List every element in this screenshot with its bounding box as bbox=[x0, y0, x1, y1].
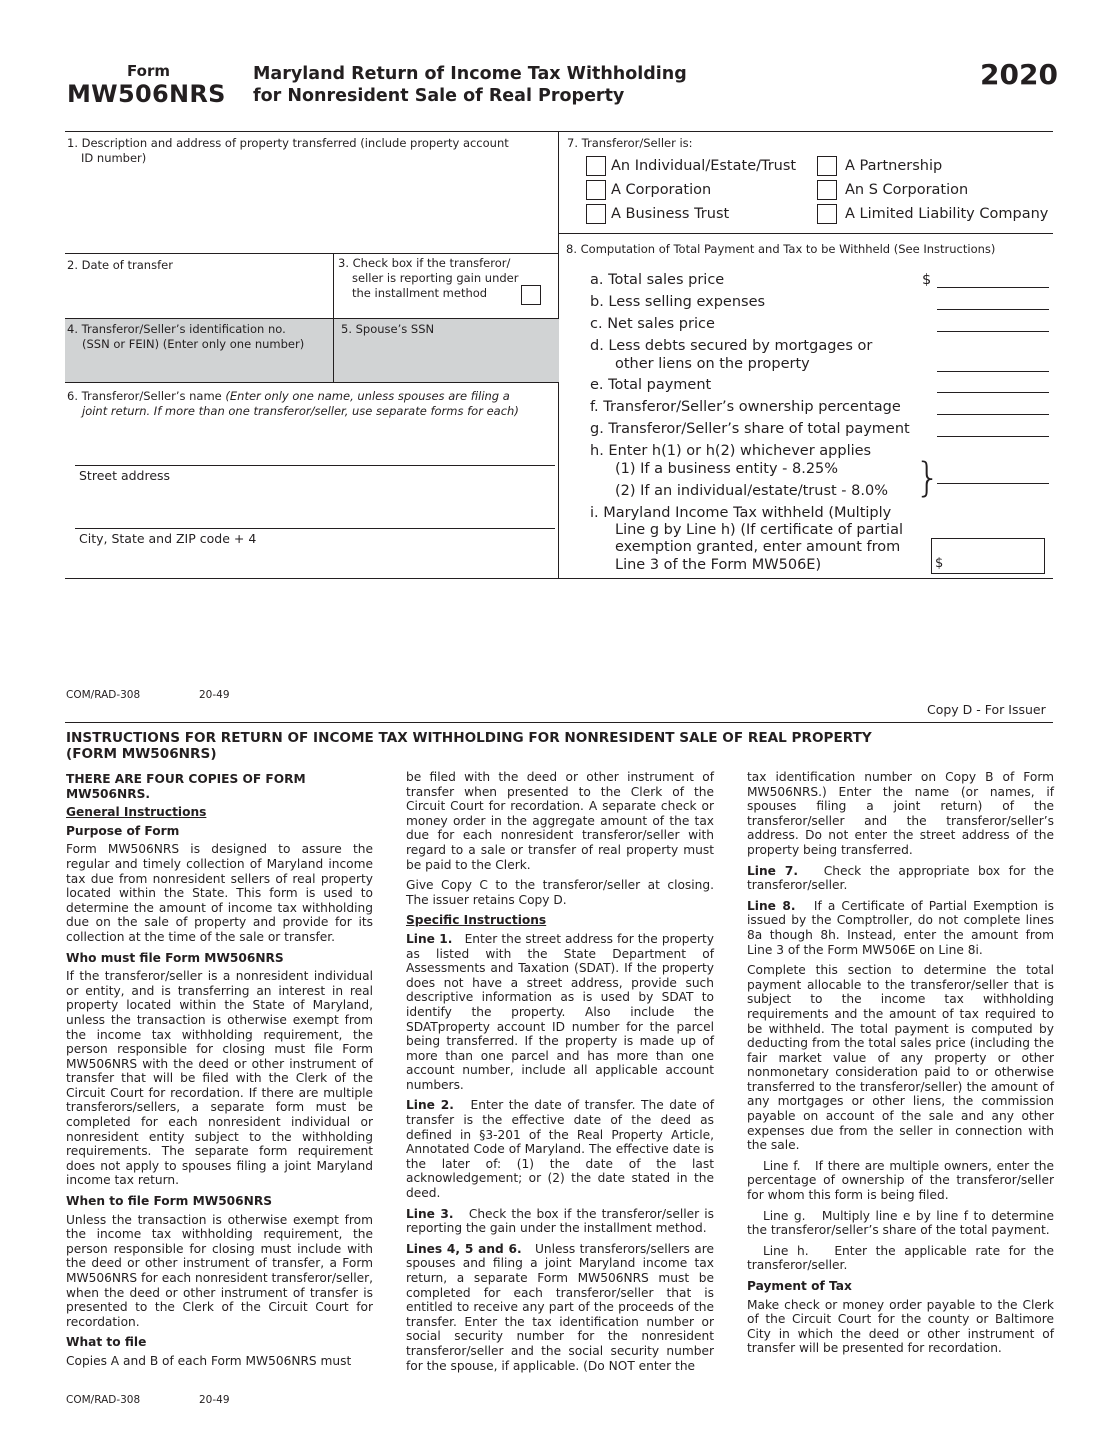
line-d-label: d. Less debts secured by mortgages or bbox=[590, 338, 873, 354]
line-i-label-b: Line g by Line h) (If certificate of partial bbox=[615, 522, 904, 538]
form-word: Form bbox=[127, 62, 170, 80]
line-2-heading: Line 2. bbox=[406, 1098, 454, 1113]
line-f-label: f. Transferor/Seller’s ownership percentage bbox=[590, 399, 901, 415]
specific-instructions-heading: Specific Instructions bbox=[406, 913, 547, 928]
copy-label: Copy D - For Issuer bbox=[927, 702, 1046, 717]
right-section-divider bbox=[558, 233, 1053, 234]
llc-label: A Limited Liability Company bbox=[845, 206, 1049, 222]
purpose-heading: Purpose of Form bbox=[66, 823, 180, 838]
line-8-text: If a Certificate of Partial Exemption is issued by the Comptroller, do not complete lines 8a though 8h. Instead, enter the amount from Line 3 of the Form MW506E on Line 8i. bbox=[747, 898, 1054, 957]
individual-estate-trust-checkbox[interactable] bbox=[586, 156, 606, 176]
form-title-line1: Maryland Return of Income Tax Withholding bbox=[253, 64, 687, 84]
business-trust-label: A Business Trust bbox=[611, 206, 730, 222]
partnership-label: A Partnership bbox=[845, 158, 943, 174]
line-i-label-d: Line 3 of the Form MW506E) bbox=[615, 557, 822, 573]
form-number-bottom: 20-49 bbox=[199, 1394, 230, 1406]
field-6-label-italic: (Enter only one name, unless spouses are filing a bbox=[225, 389, 510, 403]
instructions-title: INSTRUCTIONS FOR RETURN OF INCOME TAX WITHHOLDING FOR NONRESIDENT SALE OF REAL PROPERTY bbox=[66, 730, 872, 746]
installment-method-checkbox[interactable] bbox=[521, 285, 541, 305]
partnership-checkbox[interactable] bbox=[817, 156, 837, 176]
line-f-instruction bbox=[747, 1159, 1054, 1203]
when-to-file-heading: When to file Form MW506NRS bbox=[66, 1194, 272, 1209]
field-1-label-cont: ID number) bbox=[81, 151, 147, 165]
line-b-label: b. Less selling expenses bbox=[590, 294, 766, 310]
line-1-text: Enter the street address for the property as listed with the State Department of Assessments and Taxation (SDAT). If the property does not have a street address, provide such descriptive information as is used by SDAT to identify the property. Also include the SDATproperty account ID number for the parcel being transferred. If the property is made up of more than one parcel and has more than one account number, include all applicable account numbers. bbox=[406, 931, 714, 1092]
line-g-text: Multiply line e by line f to determine the transferor/seller’s share of the total payment. bbox=[747, 1208, 1054, 1238]
line-f-input[interactable] bbox=[937, 414, 1049, 415]
instructions-top-line bbox=[65, 722, 1053, 723]
line-a-label: a. Total sales price bbox=[590, 272, 725, 288]
seller-id-input[interactable] bbox=[66, 354, 330, 380]
business-trust-checkbox[interactable] bbox=[586, 204, 606, 224]
field-1-label: 1. Description and address of property transferred (include property account bbox=[67, 136, 509, 150]
what-to-file-text: Copies A and B of each Form MW506NRS must bbox=[66, 1353, 352, 1368]
field-6-label bbox=[67, 389, 510, 403]
line-g-input[interactable] bbox=[937, 436, 1049, 437]
line-h1-label: (1) If a business entity - 8.25% bbox=[615, 461, 839, 477]
form-title-line2: for Nonresident Sale of Real Property bbox=[253, 86, 625, 106]
line-h2-label: (2) If an individual/estate/trust - 8.0% bbox=[615, 483, 888, 499]
form-id: MW506NRS bbox=[67, 80, 226, 108]
line-h-brace: } bbox=[915, 455, 941, 501]
line-c-label: c. Net sales price bbox=[590, 316, 715, 332]
line-2-instruction bbox=[406, 1098, 714, 1200]
col2-para-2: Give Copy C to the transferor/seller at closing. The issuer retains Copy D. bbox=[406, 878, 714, 907]
col2-para-1: be filed with the deed or other instrument of transfer when presented to the Clerk of the Circuit Court for recordation. A separate check or money order in the aggregate amount of the tax due for each nonresident transferor/seller with regard to a sale or transfer of real property must be paid to the Clerk. bbox=[406, 770, 714, 872]
line-i-amount-box[interactable] bbox=[931, 538, 1045, 574]
line-7-heading: Line 7. bbox=[747, 863, 798, 878]
line-7-text: Check the appropriate box for the transferor/seller. bbox=[747, 863, 1055, 893]
line-h-text: Enter the applicable rate for the transferor/seller. bbox=[747, 1243, 1055, 1273]
field-3-label-c: the installment method bbox=[352, 286, 488, 300]
property-description-input[interactable] bbox=[66, 168, 556, 250]
line-h-heading: Line h. bbox=[763, 1243, 809, 1258]
line-i-label-c: exemption granted, enter amount from bbox=[615, 539, 901, 555]
line-i-label: i. Maryland Income Tax withheld (Multiply bbox=[590, 505, 892, 521]
lines-456-heading: Lines 4, 5 and 6. bbox=[406, 1241, 522, 1256]
line-g-heading: Line g. bbox=[763, 1208, 806, 1223]
s-corporation-label: An S Corporation bbox=[845, 182, 969, 198]
city-state-zip-input[interactable] bbox=[76, 548, 554, 576]
field-3-label-b: seller is reporting gain under bbox=[352, 271, 519, 285]
form-number-top: 20-49 bbox=[199, 689, 230, 701]
who-must-file-text: If the transferor/seller is a nonresident individual or entity, and is transferring an interest in real property located within the State of Maryland, unless the transaction is otherwise exempt from the income tax withholding requirement, the person responsible for closing must file Form MW506NRS with the deed or other instrument of transfer that will be filed with the Clerk of the Circuit Court for recordation. If there are multiple transferors/sellers, a separate form must be completed for each nonresident individual or nonresident entity subject to the withholding requirements. The separate form requirement does not apply to spouses filing a joint Maryland income tax return. bbox=[66, 969, 373, 1188]
s-corporation-checkbox[interactable] bbox=[817, 180, 837, 200]
payment-of-tax-text: Make check or money order payable to the Clerk of the Circuit Court for the county or Baltimore City in which the deed or other instrument of transfer will be presented for recordation. bbox=[747, 1297, 1054, 1356]
form-code-top: COM/RAD-308 bbox=[66, 689, 141, 701]
col-divider-3 bbox=[333, 253, 334, 383]
line-3-text: Check the box if the transferor/seller is reporting the gain under the installment method. bbox=[406, 1206, 714, 1236]
date-of-transfer-input[interactable] bbox=[66, 275, 330, 315]
who-must-file-heading: Who must file Form MW506NRS bbox=[66, 950, 284, 965]
line-8-heading: Line 8. bbox=[747, 898, 796, 913]
lines-456-instruction bbox=[406, 1242, 714, 1373]
lines-456-text: Unless transferors/sellers are spouses and filing a joint Maryland income tax return, a separate Form MW506NRS must be completed for each transferor/seller that is entitled to receive any part of the proceeds of the transfer. Enter the tax identification number or social security number for the nonresident transferor/seller and the social security number for the spouse, if applicable. (Do NOT enter the bbox=[406, 1241, 715, 1373]
row-line-2 bbox=[65, 253, 559, 254]
city-state-zip-label: City, State and ZIP code + 4 bbox=[79, 531, 257, 546]
four-copies-heading: THERE ARE FOUR COPIES OF FORM MW506NRS. bbox=[66, 772, 306, 801]
line-d-label-cont: other liens on the property bbox=[615, 356, 810, 372]
field-4-label-b: (SSN or FEIN) (Enter only one number) bbox=[82, 337, 305, 351]
col3-para-1: tax identification number on Copy B of Form MW506NRS.) Enter the name (or names, if spouses filing a joint return) of the transferor/seller and the transferor/seller’s address. Do not enter the street address of the property being transferred. bbox=[747, 770, 1054, 857]
seller-name-input[interactable] bbox=[76, 422, 554, 462]
line-1-heading: Line 1. bbox=[406, 931, 453, 946]
spouse-ssn-input[interactable] bbox=[336, 340, 556, 380]
street-line bbox=[75, 465, 555, 466]
field-2-label: 2. Date of transfer bbox=[67, 258, 173, 272]
instructions-col-1 bbox=[66, 770, 373, 1375]
purpose-text: Form MW506NRS is designed to assure the regular and timely collection of Maryland income tax due from nonresident sellers of real property located within the State. This form is used to determine the amount of income tax withholding due on the sale of property and provide for its collection at the time of the sale or transfer. bbox=[66, 842, 373, 944]
individual-estate-trust-label: An Individual/Estate/Trust bbox=[611, 158, 797, 174]
field-7-label: 7. Transferor/Seller is: bbox=[567, 136, 693, 150]
line-b-input[interactable] bbox=[937, 309, 1049, 310]
instructions-col-2 bbox=[406, 770, 714, 1379]
line-8-instruction bbox=[747, 899, 1054, 957]
line-3-heading: Line 3. bbox=[406, 1206, 454, 1221]
line-f-text: If there are multiple owners, enter the percentage of ownership of the transferor/seller for whom this form is being filed. bbox=[747, 1158, 1054, 1203]
field-5-label: 5. Spouse’s SSN bbox=[341, 322, 435, 336]
line-1-instruction bbox=[406, 932, 714, 1093]
line-e-input[interactable] bbox=[937, 392, 1049, 393]
city-line bbox=[75, 528, 555, 529]
line-7-instruction bbox=[747, 864, 1054, 893]
field-4-label: 4. Transferor/Seller’s identification no. bbox=[67, 322, 286, 336]
line-h-label: h. Enter h(1) or h(2) whichever applies bbox=[590, 443, 872, 459]
tax-year: 2020 bbox=[980, 58, 1058, 91]
line-h-instruction bbox=[747, 1244, 1054, 1273]
field-3-label: 3. Check box if the transferor/ bbox=[338, 256, 511, 270]
corporation-checkbox[interactable] bbox=[586, 180, 606, 200]
line-a-input[interactable] bbox=[937, 287, 1049, 288]
line-e-label: e. Total payment bbox=[590, 377, 712, 393]
street-address-input[interactable] bbox=[76, 486, 554, 526]
form-code-bottom: COM/RAD-308 bbox=[66, 1394, 141, 1406]
instructions-col-3 bbox=[747, 770, 1054, 1362]
line-d-input[interactable] bbox=[937, 371, 1049, 372]
line-3-instruction bbox=[406, 1207, 714, 1236]
field-6-label-text: 6. Transferor/Seller’s name bbox=[67, 389, 226, 403]
field-6-label-italic-b: joint return. If more than one transferor/seller, use separate forms for each) bbox=[82, 404, 519, 418]
line-g-label: g. Transferor/Seller’s share of total payment bbox=[590, 421, 910, 437]
line-g-instruction bbox=[747, 1209, 1054, 1238]
corporation-label: A Corporation bbox=[611, 182, 712, 198]
instructions-title-b: (FORM MW506NRS) bbox=[66, 746, 217, 762]
field-8-label: 8. Computation of Total Payment and Tax to be Withheld (See Instructions) bbox=[566, 242, 996, 256]
what-to-file-heading: What to file bbox=[66, 1335, 147, 1350]
col3-para-2: Complete this section to determine the total payment allocable to the transferor/seller that is subject to the income tax withholding requirements and the amount of tax required to be withheld. The total payment is computed by deducting from the total sales price (including the fair market value of any property or other nonmonetary consideration paid to or otherwise transferred to the transferor/seller) the amount of any mortgages or other liens, the commission payable on account of the sale and any other expenses due from the seller in connection with the sale. bbox=[747, 963, 1054, 1153]
when-to-file-text: Unless the transaction is otherwise exempt from the income tax withholding requirement, the person responsible for closing must include with the deed or other instrument of transfer, a Form MW506NRS for each nonresident transferor/seller, when the deed or other instrument of transfer is presented to the Clerk of the Circuit Court for recordation. bbox=[66, 1212, 373, 1329]
llc-checkbox[interactable] bbox=[817, 204, 837, 224]
line-2-text: Enter the date of transfer. The date of transfer is the effective date of the deed as defined in §3-201 of the Real Property Article, Annotated Code of Maryland. The effective date is the later of: (1) the date of the last acknowledgement; or (2) the date stated in the deed. bbox=[406, 1098, 714, 1201]
line-h-input[interactable] bbox=[937, 483, 1049, 484]
general-instructions-heading: General Instructions bbox=[66, 805, 207, 820]
street-address-label: Street address bbox=[79, 468, 171, 483]
payment-of-tax-heading: Payment of Tax bbox=[747, 1279, 852, 1293]
line-c-input[interactable] bbox=[937, 331, 1049, 332]
line-a-dollar: $ bbox=[922, 272, 932, 288]
line-i-dollar: $ bbox=[935, 556, 944, 571]
line-f-heading: Line f. bbox=[763, 1158, 801, 1173]
